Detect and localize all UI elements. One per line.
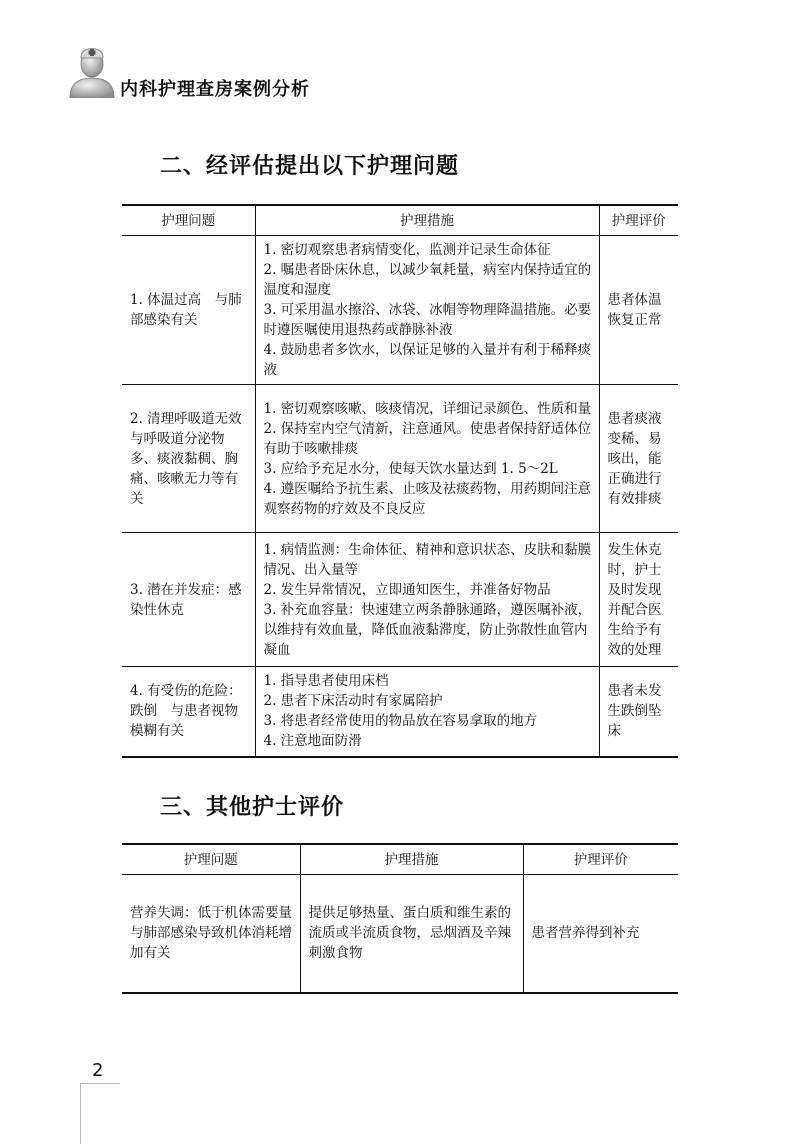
running-header [68,42,468,102]
measures-cell [255,236,599,385]
measure-item: 1. 指导患者使用床档 [263,673,389,690]
table-row [122,667,678,757]
measure-item: 3. 可采用温水擦浴、冰袋、冰帽等物理降温措施。必要时遵医嘱使用退热药或静脉补液 [263,302,592,338]
evaluation-cell: 患者痰液变稀、易咳出，能正确进行有效排痰 [599,385,678,533]
measure-item: 4. 遵医嘱给予抗生素、止咳及祛痰药物，用药期间注意观察药物的疗效及不良反应 [263,480,592,517]
problem-cell: 营养失调：低于机体需要量 与肺部感染导致机体消耗增加有关 [122,875,300,993]
measures-cell [255,385,599,533]
column-header-problem: 护理问题 [122,205,255,236]
evaluation-cell: 患者营养得到补充 [523,875,678,993]
measure-item: 4. 注意地面防滑 [263,733,362,750]
measures-cell [255,533,599,667]
measure-item: 2. 嘱患者卧床休息，以减少氧耗量，病室内保持适宜的温度和湿度 [263,262,592,298]
other-nurse-evaluation-table [122,843,678,994]
column-header-evaluation: 护理评价 [599,205,678,236]
measures-cell [255,667,599,757]
evaluation-cell: 患者体温恢复正常 [599,236,678,385]
table-row [122,533,678,667]
measure-item: 3. 将患者经常使用的物品放在容易拿取的地方 [263,713,538,730]
measure-item: 1. 密切观察患者病情变化，监测并记录生命体征 [263,242,551,258]
column-header-measures: 护理措施 [300,844,523,875]
measure-item: 3. 应给予充足水分，使每天饮水量达到 1. 5～2L [263,460,558,477]
page-corner-divider [80,1083,120,1084]
column-header-evaluation: 护理评价 [523,844,678,875]
problem-cell: 3. 潜在并发症：感染性休克 [122,533,255,667]
measure-item: 2. 患者下床活动时有家属陪护 [263,693,443,710]
problem-cell: 1. 体温过高 与肺部感染有关 [122,236,255,385]
table-row [122,385,678,533]
measure-item: 4. 鼓励患者多饮水，以保证足够的入量并有利于稀释痰液 [263,342,592,378]
table-row [122,875,678,993]
section-title-assessment: 二、经评估提出以下护理问题 [160,154,460,179]
measure-item: 3. 补充血容量：快速建立两条静脉通路，遵医嘱补液，以维持有效血量，降低血液黏滞度，防止弥散性血管内凝血 [263,601,592,658]
measure-item: 2. 保持室内空气清新，注意通风。使患者保持舒适体位有助于咳嗽排痰 [263,420,592,457]
table-row [122,236,678,385]
book-title: 内科护理查房案例分析 [120,79,310,100]
column-header-problem: 护理问题 [122,844,300,875]
page-number: 2 [92,1060,104,1081]
page-corner-divider [80,1083,81,1144]
evaluation-cell: 患者未发生跌倒坠床 [599,667,678,757]
measures-cell: 提供足够热量、蛋白质和维生素的流质或半流质食物，忌烟酒及辛辣刺激食物 [300,875,523,993]
measure-item: 1. 密切观察咳嗽、咳痰情况，详细记录颜色、性质和量 [263,400,592,417]
nursing-problems-table [122,204,678,758]
problem-cell: 2. 清理呼吸道无效 与呼吸道分泌物多、痰液黏稠、胸痛、咳嗽无力等有关 [122,385,255,533]
section-title-other-evaluation: 三、其他护士评价 [160,795,345,820]
evaluation-cell: 发生休克时，护士及时发现并配合医生给予有效的处理 [599,533,678,667]
measure-item: 2. 发生异常情况，立即通知医生，并准备好物品 [263,581,551,598]
problem-cell: 4. 有受伤的危险：跌倒 与患者视物模糊有关 [122,667,255,757]
column-header-measures: 护理措施 [255,205,599,236]
nurse-avatar-icon [68,42,116,98]
measure-item: 1. 病情监测：生命体征、精神和意识状态、皮肤和黏膜情况、出入量等 [263,541,592,578]
